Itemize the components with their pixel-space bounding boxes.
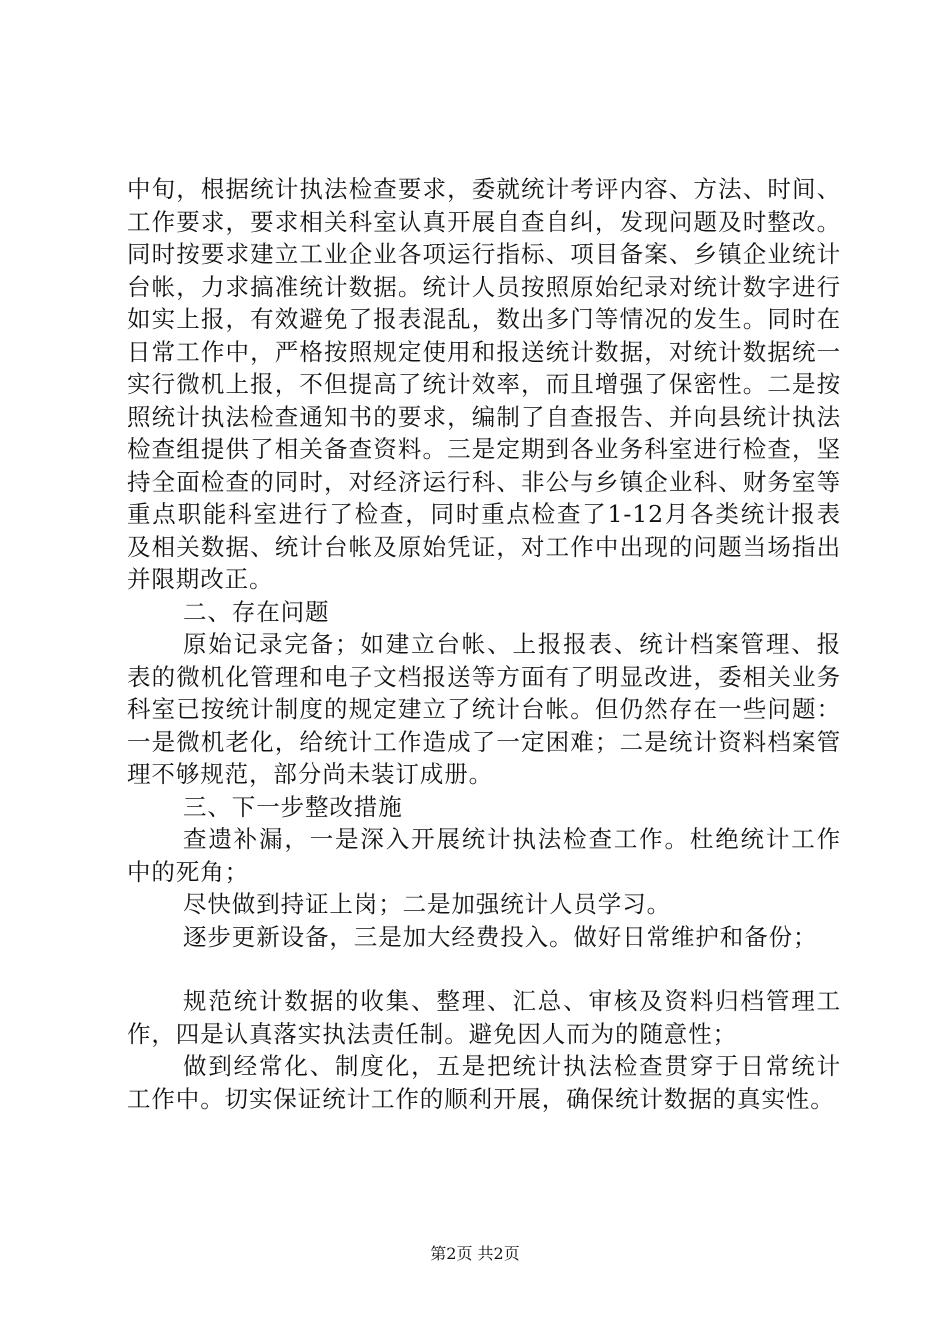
page-number-footer: 第2页 共2页 [430, 1244, 520, 1263]
paragraph-gap [127, 953, 841, 985]
paragraph-inspection-work: 中旬，根据统计执法检查要求，委就统计考评内容、方法、时间、工作要求，要求相关科室认真开展自查自纠，发现问题及时整改。同时按要求建立工业企业各项运行指标、项目备案、乡镇企业统计台帐，力求搞准统计数据。统计人员按照原始纪录对统计数字进行如实上报，有效避免了报表混乱，数出多门等情况的发生。同时在日常工作中，严格按照规定使用和报送统计数据，对统计数据统一实行微机上报，不但提高了统计效率，而且增强了保密性。二是按照统计执法检查通知书的要求，编制了自查报告、并向县统计执法检查组提供了相关备查资料。三是定期到各业务科室进行检查，坚持全面检查的同时，对经济运行科、非公与乡镇企业科、财务室等重点职能科室进行了检查，同时重点检查了1-12月各类统计报表及相关数据、统计台帐及原始凭证，对工作中出现的问题当场指出并限期改正。 [127, 175, 841, 593]
document-body [127, 173, 841, 1115]
paragraph-measure-4: 规范统计数据的收集、整理、汇总、审核及资料归档管理工作，四是认真落实执法责任制。避免因人而为的随意性； [127, 987, 841, 1048]
paragraph-measure-5: 做到经常化、制度化，五是把统计执法检查贯穿于日常统计工作中。切实保证统计工作的顺利开展，确保统计数据的真实性。 [127, 1052, 841, 1113]
paragraph-measure-2: 尽快做到持证上岗；二是加强统计人员学习。 [183, 890, 671, 918]
paragraph-measure-3: 逐步更新设备，三是加大经费投入。做好日常维护和备份； [183, 922, 818, 951]
section-heading-problems: 二、存在问题 [183, 597, 330, 626]
section-heading-measures: 三、下一步整改措施 [183, 792, 403, 821]
paragraph-measure-1: 查遗补漏，一是深入开展统计执法检查工作。杜绝统计工作中的死角； [127, 825, 841, 886]
paragraph-problems: 原始记录完备；如建立台帐、上报报表、统计档案管理、报表的微机化管理和电子文档报送等方面有了明显改进，委相关业务科室已按统计制度的规定建立了统计台帐。但仍然存在一些问题：一是微机老化，给统计工作造成了一定困难；二是统计资料档案管理不够规范，部分尚未装订成册。 [127, 630, 841, 788]
